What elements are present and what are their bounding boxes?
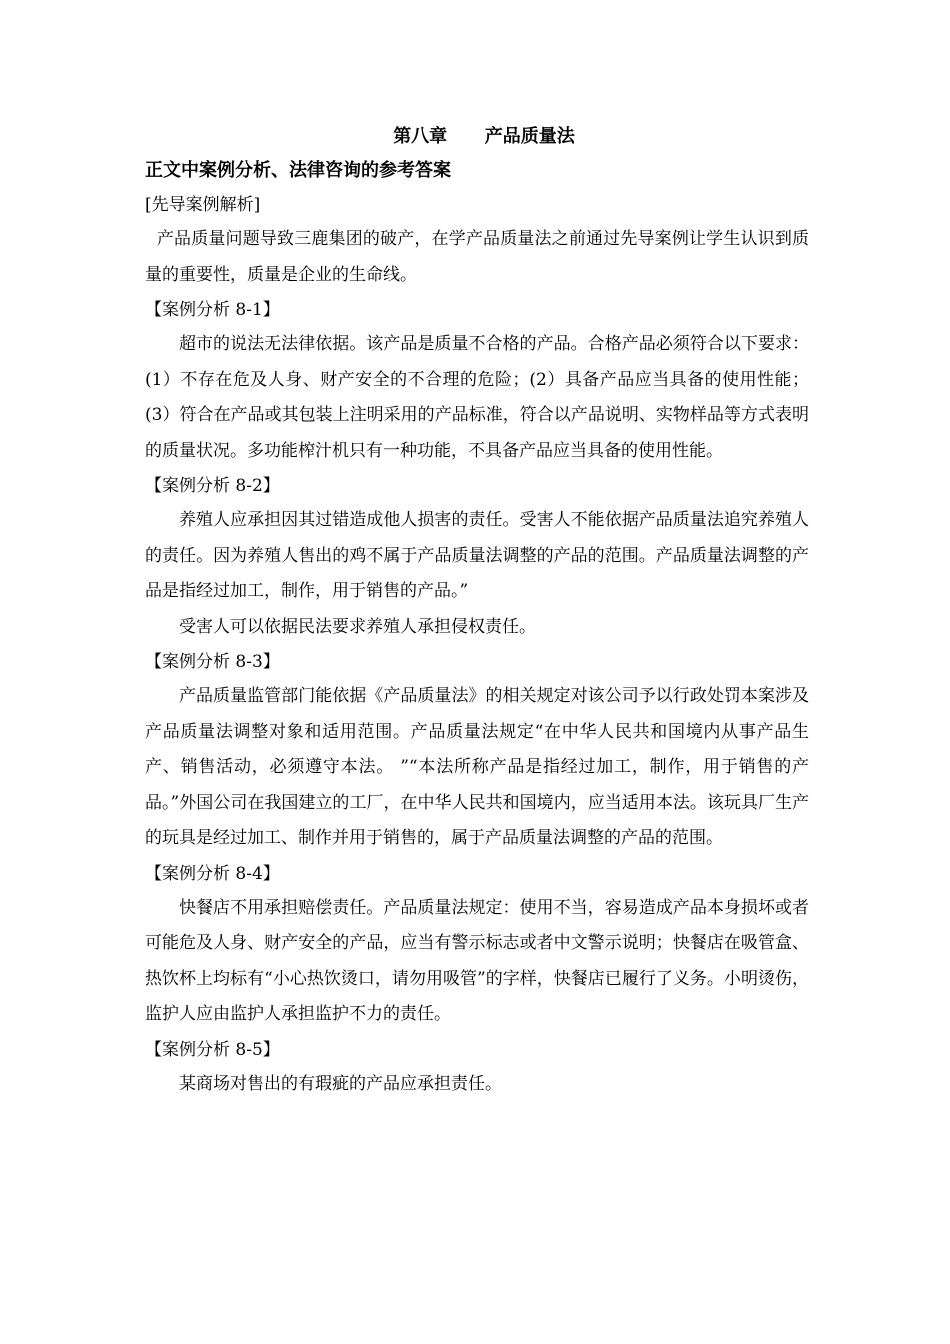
case-8-2-paragraph-2: 受害人可以依据民法要求养殖人承担侵权责任。 <box>179 616 536 637</box>
case-8-5-paragraph: 某商场对售出的有瑕疵的产品应承担责任。 <box>179 1073 502 1094</box>
section-subtitle: 正文中案例分析、法律咨询的参考答案 <box>145 160 451 181</box>
lead-case-heading: [先导案例解析] <box>145 195 261 215</box>
chapter-title: 第八章 产品质量法 <box>393 126 575 147</box>
document-body <box>145 120 809 1102</box>
lead-case-paragraph: 产品质量问题导致三鹿集团的破产，在学产品质量法之前通过先导案例让学生认识到质量的重要性，质量是企业的生命线。 <box>145 229 809 285</box>
case-heading-8-1: 【案例分析 8-1】 <box>145 300 280 320</box>
case-heading-8-4: 【案例分析 8-4】 <box>145 863 280 884</box>
case-8-3-paragraph: 产品质量监管部门能依据《产品质量法》的相关规定对该公司予以行政处罚本案涉及产品质量法调整对象和适用范围。产品质量法规定“在中华人民共和国境内从事产品生产、销售活动，必须遵守本法。 ”“本法所称产品是指经过加工，制作，用于销售的产品。”外国公司在我国建立的工厂，在中华人民共和国境内，应当适用本法。该玩具厂生产的玩具是经过加工、制作并用于销售的，属于产品质量法调整的产品的范围。 <box>145 686 809 848</box>
case-8-2-paragraph: 养殖人应承担因其过错造成他人损害的责任。受害人不能依据产品质量法追究养殖人的责任。因为养殖人售出的鸡不属于产品质量法调整的产品的范围。产品质量法调整的产品是指经过加工，制作，用于销售的产品。” <box>145 510 809 601</box>
case-heading-8-2: 【案例分析 8-2】 <box>145 476 280 496</box>
case-8-1-paragraph: 超市的说法无法律依据。该产品是质量不合格的产品。合格产品必须符合以下要求：(1）不存在危及人身、财产安全的不合理的危险；(2）具备产品应当具备的使用性能；(3）符合在产品或其包装上注明采用的产品标准，符合以产品说明、实物样品等方式表明的质量状况。多功能榨汁机只有一种功能，不具备产品应当具备的使用性能。 <box>145 334 809 461</box>
case-heading-8-3: 【案例分析 8-3】 <box>145 652 280 672</box>
case-8-4-paragraph: 快餐店不用承担赔偿责任。产品质量法规定：使用不当，容易造成产品本身损坏或者可能危及人身、财产安全的产品，应当有警示标志或者中文警示说明；快餐店在吸管盒、热饮杯上均标有“小心热饮烫口，请勿用吸管”的字样，快餐店已履行了义务。小明烫伤，监护人应由监护人承担监护不力的责任。 <box>145 897 809 1024</box>
case-heading-8-5: 【案例分析 8-5】 <box>145 1039 280 1060</box>
